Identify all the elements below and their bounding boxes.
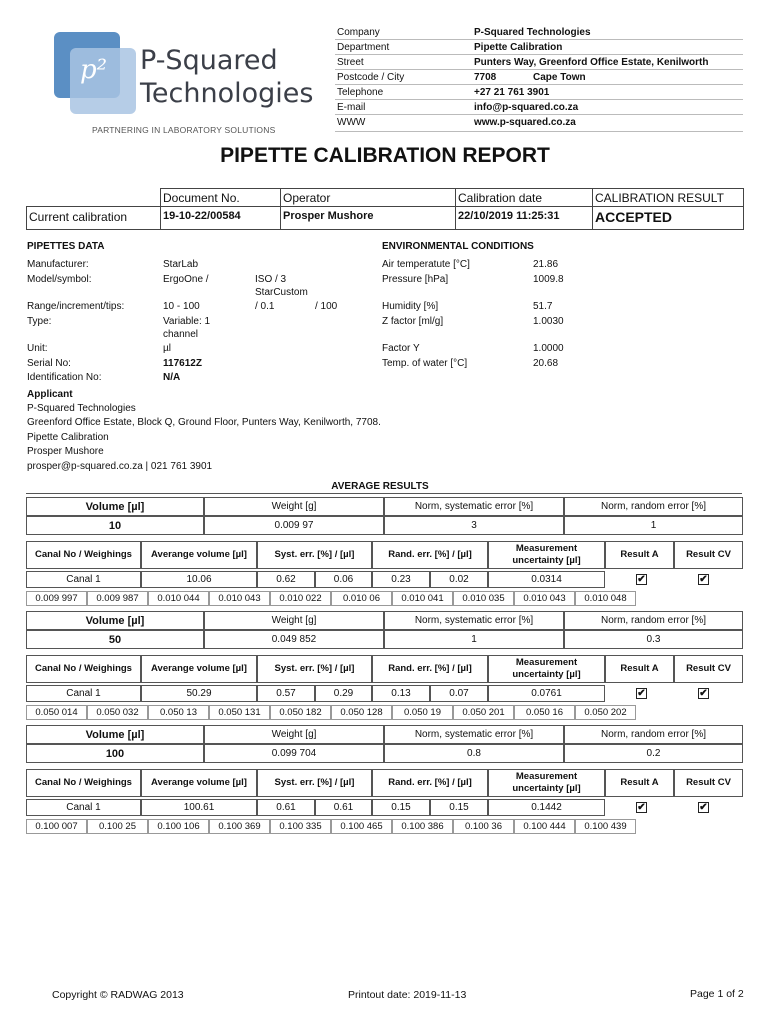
- measurement-header-line2: uncertainty [µl]: [512, 555, 581, 566]
- pressure-label: Pressure [hPa]: [382, 274, 449, 285]
- random-error-value: 1: [564, 516, 743, 535]
- volume-header: Volume [µl]: [26, 497, 204, 516]
- weighing-value: 0.100 25: [87, 819, 148, 834]
- logo-tagline: PARTNERING IN LABORATORY SOLUTIONS: [92, 125, 276, 135]
- weighing-value: 0.010 048: [575, 591, 636, 606]
- result-cv-header: Result CV: [674, 655, 743, 683]
- weighing-value: 0.100 106: [148, 819, 209, 834]
- syst-err-percent: 0.62: [257, 571, 315, 588]
- rand-err-header: Rand. err. [%] / [µl]: [372, 655, 488, 683]
- logo-text-line1: P-Squared: [140, 45, 278, 76]
- factor-y-label: Factor Y: [382, 343, 420, 354]
- calibration-result-label: CALIBRATION RESULT: [595, 191, 724, 205]
- weighing-value: 0.050 19: [392, 705, 453, 720]
- syst-err-header: Syst. err. [%] / [µl]: [257, 655, 372, 683]
- systematic-error-value: 3: [384, 516, 564, 535]
- unit-label: Unit:: [27, 343, 48, 354]
- applicant-line-2: Greenford Office Estate, Block Q, Ground Floor, Punters Way, Kenilworth, 7708.: [27, 417, 381, 428]
- street-value: Punters Way, Greenford Office Estate, Kenilworth: [474, 57, 709, 68]
- report-title: PIPETTE CALIBRATION REPORT: [220, 144, 550, 167]
- telephone-value: +27 21 761 3901: [474, 87, 550, 98]
- random-error-header: Norm, random error [%]: [564, 725, 743, 744]
- pipettes-data-heading: PIPETTES DATA: [27, 241, 105, 252]
- manufacturer-value: StarLab: [163, 259, 199, 270]
- weighing-value: 0.050 201: [453, 705, 514, 720]
- city-value: Cape Town: [533, 72, 586, 83]
- weight-header: Weight [g]: [204, 497, 384, 516]
- serial-label: Serial No:: [27, 358, 71, 369]
- weight-header: Weight [g]: [204, 611, 384, 630]
- average-volume-value: 50.29: [141, 685, 257, 702]
- rand-err-percent: 0.15: [372, 799, 430, 816]
- current-calibration-label: Current calibration: [29, 210, 128, 224]
- uncertainty-value: 0.1442: [488, 799, 605, 816]
- uncertainty-value: 0.0314: [488, 571, 605, 588]
- applicant-line-5: prosper@p-squared.co.za | 021 761 3901: [27, 461, 213, 472]
- result-a-header: Result A: [605, 655, 674, 683]
- type-label: Type:: [27, 316, 52, 327]
- weighing-value: 0.010 041: [392, 591, 453, 606]
- operator-value: Prosper Mushore: [283, 210, 374, 222]
- systematic-error-header: Norm, systematic error [%]: [384, 497, 564, 516]
- humidity-label: Humidity [%]: [382, 301, 439, 312]
- measurement-uncertainty-header: [488, 655, 605, 683]
- calibration-result-value: ACCEPTED: [595, 209, 673, 225]
- weighing-value: 0.010 044: [148, 591, 209, 606]
- rand-err-ul: 0.02: [430, 571, 488, 588]
- footer-printout-date: Printout date: 2019-11-13: [348, 989, 467, 1001]
- type-value-2: channel: [163, 329, 199, 340]
- water-temp-label: Temp. of water [°C]: [382, 358, 468, 369]
- weighing-value: 0.050 131: [209, 705, 270, 720]
- syst-err-percent: 0.61: [257, 799, 315, 816]
- calibration-date-label: Calibration date: [458, 191, 543, 205]
- applicant-line-4: Prosper Mushore: [27, 446, 104, 457]
- calibration-date-value: 22/10/2019 11:25:31: [458, 210, 560, 222]
- volume-header: Volume [µl]: [26, 725, 204, 744]
- model-value: ErgoOne /: [163, 274, 209, 285]
- email-label: E-mail: [337, 102, 366, 113]
- average-volume-header: Averange volume [µl]: [141, 541, 257, 569]
- rand-err-percent: 0.13: [372, 685, 430, 702]
- weighing-value: 0.050 182: [270, 705, 331, 720]
- volume-header: Volume [µl]: [26, 611, 204, 630]
- measurement-uncertainty-header: [488, 769, 605, 797]
- systematic-error-value: 0.8: [384, 744, 564, 763]
- email-value[interactable]: info@p-squared.co.za: [474, 102, 579, 113]
- applicant-heading: Applicant: [27, 389, 73, 400]
- applicant-line-3: Pipette Calibration: [27, 432, 109, 443]
- volume-value: 50: [26, 630, 204, 649]
- serial-value: 117612Z: [163, 358, 202, 369]
- rand-err-percent: 0.23: [372, 571, 430, 588]
- weighing-value: 0.100 007: [26, 819, 87, 834]
- environment-heading: ENVIRONMENTAL CONDITIONS: [382, 241, 534, 252]
- model-value-3: StarCustom: [255, 287, 308, 298]
- measurement-header-line1: Measurement: [515, 771, 578, 782]
- weighing-value: 0.010 06: [331, 591, 392, 606]
- measurement-header-line2: uncertainty [µl]: [512, 669, 581, 680]
- weighing-value: 0.100 369: [209, 819, 270, 834]
- measurement-header-line2: uncertainty [µl]: [512, 783, 581, 794]
- systematic-error-header: Norm, systematic error [%]: [384, 725, 564, 744]
- weighing-value: 0.100 465: [331, 819, 392, 834]
- www-label: WWW: [337, 117, 366, 128]
- postcode-label: Postcode / City: [337, 72, 405, 83]
- syst-err-ul: 0.29: [315, 685, 372, 702]
- syst-err-percent: 0.57: [257, 685, 315, 702]
- weighing-value: 0.100 36: [453, 819, 514, 834]
- range-increment: / 0.1: [255, 301, 275, 312]
- canal-header: Canal No / Weighings: [26, 769, 141, 797]
- model-label: Model/symbol:: [27, 274, 92, 285]
- rand-err-header: Rand. err. [%] / [µl]: [372, 541, 488, 569]
- unit-value: µl: [163, 343, 171, 354]
- logo-text-line2: Technologies: [140, 78, 314, 109]
- www-value[interactable]: www.p-squared.co.za: [474, 117, 576, 128]
- air-temp-label: Air temperatute [°C]: [382, 259, 470, 270]
- range-value: 10 - 100: [163, 301, 200, 312]
- footer-copyright: Copyright © RADWAG 2013: [52, 989, 184, 1001]
- z-factor-value: 1.0030: [533, 316, 564, 327]
- document-no-value: 19-10-22/00584: [163, 210, 241, 222]
- weighing-value: 0.010 035: [453, 591, 514, 606]
- water-temp-value: 20.68: [533, 358, 559, 369]
- measurement-header-line1: Measurement: [515, 543, 578, 554]
- average-volume-header: Averange volume [µl]: [141, 769, 257, 797]
- weighing-value: 0.050 128: [331, 705, 392, 720]
- result-a-checkbox[interactable]: ✔: [637, 574, 646, 585]
- rand-err-header: Rand. err. [%] / [µl]: [372, 769, 488, 797]
- weighing-value: 0.009 987: [87, 591, 148, 606]
- rand-err-ul: 0.15: [430, 799, 488, 816]
- telephone-label: Telephone: [337, 87, 384, 98]
- weighing-value: 0.010 043: [209, 591, 270, 606]
- random-error-header: Norm, random error [%]: [564, 611, 743, 630]
- result-a-checkbox[interactable]: ✔: [637, 688, 646, 699]
- type-value: Variable: 1: [163, 316, 211, 327]
- systematic-error-header: Norm, systematic error [%]: [384, 611, 564, 630]
- air-temp-value: 21.86: [533, 259, 559, 270]
- range-tips: / 100: [315, 301, 338, 312]
- result-a-header: Result A: [605, 769, 674, 797]
- result-a-checkbox[interactable]: ✔: [637, 802, 646, 813]
- factor-y-value: 1.0000: [533, 343, 564, 354]
- company-value: P-Squared Technologies: [474, 27, 591, 38]
- volume-value: 100: [26, 744, 204, 763]
- volume-value: 10: [26, 516, 204, 535]
- weighing-value: 0.050 202: [575, 705, 636, 720]
- result-cv-header: Result CV: [674, 541, 743, 569]
- weighing-value: 0.010 043: [514, 591, 575, 606]
- postcode-value: 7708: [474, 72, 497, 83]
- weighing-value: 0.100 386: [392, 819, 453, 834]
- humidity-value: 51.7: [533, 301, 553, 312]
- canal-value: Canal 1: [26, 799, 141, 816]
- weighing-value: 0.050 16: [514, 705, 575, 720]
- average-volume-value: 100.61: [141, 799, 257, 816]
- canal-header: Canal No / Weighings: [26, 541, 141, 569]
- weighing-value: 0.100 335: [270, 819, 331, 834]
- measurement-header-line1: Measurement: [515, 657, 578, 668]
- model-value-2: ISO / 3: [255, 274, 287, 285]
- weighing-value: 0.100 439: [575, 819, 636, 834]
- random-error-header: Norm, random error [%]: [564, 497, 743, 516]
- random-error-value: 0.2: [564, 744, 743, 763]
- systematic-error-value: 1: [384, 630, 564, 649]
- weighing-value: 0.050 014: [26, 705, 87, 720]
- result-cv-checkbox[interactable]: ✔: [699, 688, 708, 699]
- department-value: Pipette Calibration: [474, 42, 563, 53]
- result-cv-checkbox[interactable]: ✔: [699, 574, 708, 585]
- street-label: Street: [337, 57, 364, 68]
- operator-label: Operator: [283, 191, 331, 205]
- random-error-value: 0.3: [564, 630, 743, 649]
- weight-header: Weight [g]: [204, 725, 384, 744]
- weighing-value: 0.050 13: [148, 705, 209, 720]
- identification-label: Identification No:: [27, 372, 102, 383]
- z-factor-label: Z factor [ml/g]: [382, 316, 444, 327]
- result-cv-header: Result CV: [674, 769, 743, 797]
- syst-err-ul: 0.61: [315, 799, 372, 816]
- weighing-value: 0.010 022: [270, 591, 331, 606]
- measurement-uncertainty-header: [488, 541, 605, 569]
- department-label: Department: [337, 42, 390, 53]
- result-cv-checkbox[interactable]: ✔: [699, 802, 708, 813]
- rand-err-ul: 0.07: [430, 685, 488, 702]
- weighing-value: 0.050 032: [87, 705, 148, 720]
- canal-value: Canal 1: [26, 571, 141, 588]
- result-a-header: Result A: [605, 541, 674, 569]
- weight-value: 0.009 97: [204, 516, 384, 535]
- average-results-heading: AVERAGE RESULTS: [331, 481, 429, 492]
- canal-header: Canal No / Weighings: [26, 655, 141, 683]
- syst-err-header: Syst. err. [%] / [µl]: [257, 769, 372, 797]
- weight-value: 0.049 852: [204, 630, 384, 649]
- average-volume-value: 10.06: [141, 571, 257, 588]
- logo-mark: p²: [80, 55, 108, 85]
- applicant-line-1: P-Squared Technologies: [27, 403, 136, 414]
- identification-value: N/A: [163, 372, 181, 383]
- weight-value: 0.099 704: [204, 744, 384, 763]
- average-volume-header: Averange volume [µl]: [141, 655, 257, 683]
- company-label: Company: [337, 27, 380, 38]
- canal-value: Canal 1: [26, 685, 141, 702]
- syst-err-ul: 0.06: [315, 571, 372, 588]
- weighing-value: 0.009 997: [26, 591, 87, 606]
- manufacturer-label: Manufacturer:: [27, 259, 89, 270]
- syst-err-header: Syst. err. [%] / [µl]: [257, 541, 372, 569]
- pressure-value: 1009.8: [533, 274, 564, 285]
- footer-page-number: Page 1 of 2: [690, 988, 744, 1000]
- range-label: Range/increment/tips:: [27, 301, 125, 312]
- uncertainty-value: 0.0761: [488, 685, 605, 702]
- document-no-label: Document No.: [163, 191, 240, 205]
- weighing-value: 0.100 444: [514, 819, 575, 834]
